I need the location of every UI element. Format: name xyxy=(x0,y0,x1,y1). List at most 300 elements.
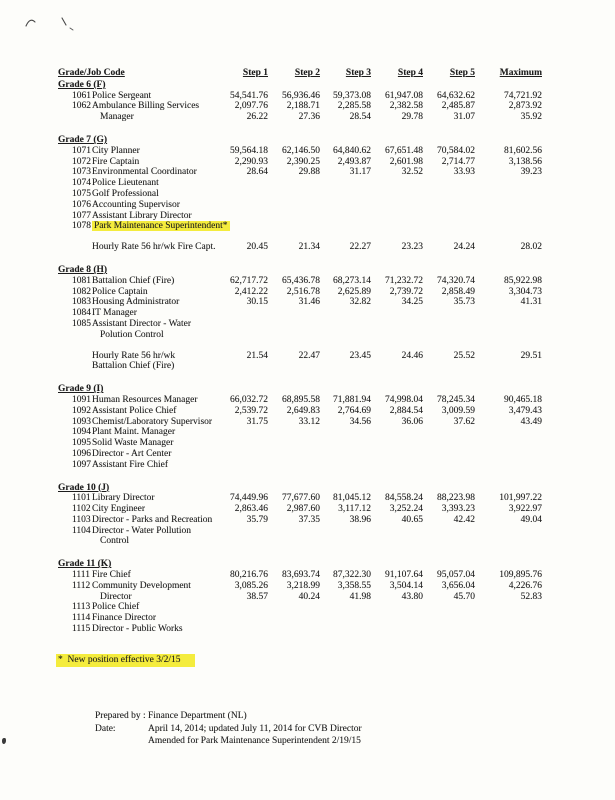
maximum-value: 43.49 xyxy=(520,416,542,427)
step-4-value xyxy=(371,330,423,341)
step-4-value: 3,252.24 xyxy=(389,504,423,515)
step-5-value xyxy=(423,460,475,471)
job-title: Manager xyxy=(100,112,134,123)
step-5-value xyxy=(423,200,475,211)
table-row xyxy=(58,276,542,287)
grade-title xyxy=(58,265,542,276)
step-5-value: 95,057.04 xyxy=(437,570,475,581)
step-2-value xyxy=(268,178,320,189)
step-2-value: 56,936.46 xyxy=(282,90,320,101)
step-2-value xyxy=(268,460,320,471)
step-5-value xyxy=(423,438,475,449)
step-5-value: 25.52 xyxy=(453,350,475,361)
grade-title-text: Grade 7 (G) xyxy=(58,134,108,145)
step-4-value xyxy=(371,308,423,319)
step-4-value: 34.25 xyxy=(401,297,423,308)
job-code: 1085 xyxy=(72,318,91,329)
job-title: Director - Water Pollution xyxy=(92,525,192,536)
step-5-value: 42.42 xyxy=(453,514,475,525)
job-title: Police Lieutenant xyxy=(92,178,159,189)
maximum-value: 41.31 xyxy=(520,297,542,308)
step-2-value: 77,677.60 xyxy=(282,493,320,504)
step-4-value xyxy=(371,178,423,189)
table-row xyxy=(58,167,542,178)
grade-title-text: Grade 6 (F) xyxy=(58,79,106,90)
step-4-value: 36.06 xyxy=(401,416,423,427)
step-4-value xyxy=(371,427,423,438)
table-row xyxy=(58,221,542,232)
maximum-value xyxy=(475,361,542,372)
job-title: Battalion Chief (Fire) xyxy=(92,275,175,286)
step-2-value: 83,693.74 xyxy=(282,570,320,581)
step-2-value xyxy=(268,536,320,547)
step-3-value: 32.82 xyxy=(349,297,371,308)
step-3-value xyxy=(320,526,371,537)
step-2-value: 22.47 xyxy=(298,350,320,361)
table-row xyxy=(58,427,542,438)
step-2-value xyxy=(268,189,320,200)
step-3-value: 23.45 xyxy=(349,350,371,361)
step-5-value xyxy=(423,613,475,624)
job-title xyxy=(92,221,228,232)
job-code: 1093 xyxy=(72,416,91,427)
step-4-value: 29.78 xyxy=(401,112,423,123)
job-code: 1101 xyxy=(72,493,91,504)
step-2-value xyxy=(268,427,320,438)
step-5-value: 70,584.02 xyxy=(437,145,475,156)
table-row xyxy=(58,602,542,613)
step-5-value xyxy=(423,449,475,460)
table-row xyxy=(58,438,542,449)
table-row xyxy=(58,297,542,308)
step-4-value xyxy=(371,211,423,222)
step-3-value xyxy=(320,602,371,613)
step-5-value: 2,485.87 xyxy=(441,101,475,112)
step-3-value: 87,322.30 xyxy=(333,570,371,581)
step-1-value: 20.45 xyxy=(246,242,268,253)
step-3-value xyxy=(320,200,371,211)
job-title: Director - Parks and Recreation xyxy=(92,514,213,525)
step-1-value: 21.54 xyxy=(246,350,268,361)
step-3-value: 68,273.14 xyxy=(333,275,371,286)
maximum-value xyxy=(475,613,542,624)
table-row xyxy=(58,157,542,168)
job-code xyxy=(58,536,92,547)
step-5-value xyxy=(423,308,475,319)
step-2-value: 2,390.25 xyxy=(286,156,320,167)
grade-title-text: Grade 8 (H) xyxy=(58,264,108,275)
step-4-value: 3,504.14 xyxy=(389,580,423,591)
job-title: Ambulance Billing Services xyxy=(92,101,200,112)
step-1-value xyxy=(212,624,268,635)
step-4-value xyxy=(371,460,423,471)
grade-title-text: Grade 10 (J) xyxy=(58,482,110,493)
table-row xyxy=(58,581,542,592)
step-4-value: 2,382.58 xyxy=(389,101,423,112)
step-5-value xyxy=(423,178,475,189)
step-3-value: 22.27 xyxy=(349,242,371,253)
job-title: Hourly Rate 56 hr/wk xyxy=(92,350,176,361)
job-title: Community Development xyxy=(92,580,191,591)
job-code: 1081 xyxy=(72,275,91,286)
step-5-value xyxy=(423,319,475,330)
grade-section xyxy=(58,265,542,372)
job-title: Fire Captain xyxy=(92,156,140,167)
job-title: Human Resources Manager xyxy=(92,394,198,405)
step-3-value: 2,764.69 xyxy=(337,405,371,416)
job-code: 1084 xyxy=(72,308,91,319)
maximum-value xyxy=(475,449,542,460)
step-2-value: 2,516.78 xyxy=(286,286,320,297)
step-2-value: 27.36 xyxy=(298,112,320,123)
salary-schedule-table xyxy=(58,68,542,635)
step-2-value: 2,987.60 xyxy=(286,504,320,515)
maximum-value xyxy=(475,624,542,635)
step-4-value: 24.46 xyxy=(401,350,423,361)
table-row xyxy=(58,308,542,319)
maximum-value: 39.23 xyxy=(520,167,542,178)
step-5-value: 35.73 xyxy=(453,297,475,308)
job-code: 1097 xyxy=(72,459,91,470)
step-5-value: 33.93 xyxy=(453,167,475,178)
step-5-value: 37.62 xyxy=(453,416,475,427)
maximum-value: 2,873.92 xyxy=(508,101,542,112)
maximum-value: 90,465.18 xyxy=(504,394,542,405)
date-row xyxy=(95,723,362,736)
step-1-value: 59,564.18 xyxy=(230,145,268,156)
step-3-value xyxy=(320,460,371,471)
step-2-value xyxy=(268,330,320,341)
job-title: Finance Director xyxy=(92,613,157,624)
step-1-value xyxy=(212,526,268,537)
step-4-value xyxy=(371,361,423,372)
table-row xyxy=(58,536,542,547)
table-row xyxy=(58,449,542,460)
job-code: 1082 xyxy=(72,286,91,297)
step-3-value xyxy=(320,211,371,222)
step-3-value xyxy=(320,308,371,319)
table-row xyxy=(58,189,542,200)
job-code: 1061 xyxy=(72,90,91,101)
step-1-value: 31.75 xyxy=(246,416,268,427)
step-4-value xyxy=(371,200,423,211)
job-title: Director - Art Center xyxy=(92,448,172,459)
step-2-value: 3,218.99 xyxy=(286,580,320,591)
step-3-value: 3,358.55 xyxy=(337,580,371,591)
step-3-value: 2,493.87 xyxy=(337,156,371,167)
step-4-value xyxy=(371,189,423,200)
step-3-value: 41.98 xyxy=(349,591,371,602)
maximum-value xyxy=(475,189,542,200)
maximum-value xyxy=(475,319,542,330)
maximum-value xyxy=(475,211,542,222)
step-3-value: 31.17 xyxy=(349,167,371,178)
step-1-value xyxy=(212,449,268,460)
prepared-by-row xyxy=(95,710,362,723)
job-code: 1091 xyxy=(72,394,91,405)
step-2-value: 40.24 xyxy=(298,591,320,602)
step-5-value: 2,858.49 xyxy=(441,286,475,297)
step-1-value: 28.64 xyxy=(246,167,268,178)
table-row xyxy=(58,417,542,428)
job-code: 1113 xyxy=(72,602,91,613)
maximum-value xyxy=(475,427,542,438)
step-2-value: 31.46 xyxy=(298,297,320,308)
step-4-value: 84,558.24 xyxy=(385,493,423,504)
job-title: Director xyxy=(100,591,132,602)
step-2-value xyxy=(268,221,320,232)
step-4-value: 32.52 xyxy=(401,167,423,178)
amended-note: Amended for Park Maintenance Superintendent 2/19/15 xyxy=(148,736,361,746)
maximum-value: 3,922.97 xyxy=(508,504,542,515)
prepared-by-label: Prepared by : xyxy=(95,711,146,721)
step-3-value xyxy=(320,178,371,189)
step-1-value xyxy=(212,602,268,613)
step-2-value: 33.12 xyxy=(298,416,320,427)
step-1-value xyxy=(212,178,268,189)
maximum-value xyxy=(475,536,542,547)
maximum-value: 52.83 xyxy=(520,591,542,602)
step-1-value: 3,085.26 xyxy=(234,580,268,591)
table-row xyxy=(58,570,542,581)
step-3-value xyxy=(320,189,371,200)
column-header-maximum: Maximum xyxy=(499,68,542,78)
highlighted-job-title: Park Maintenance Superintendent* xyxy=(94,221,228,232)
step-3-value xyxy=(320,613,371,624)
job-code: 1104 xyxy=(72,525,91,536)
job-code xyxy=(58,351,92,362)
job-title: Police Captain xyxy=(92,286,148,297)
step-1-value xyxy=(212,319,268,330)
job-code: 1071 xyxy=(72,145,91,156)
maximum-value xyxy=(475,308,542,319)
column-header-step-1: Step 1 xyxy=(242,68,268,78)
maximum-value xyxy=(475,602,542,613)
step-4-value: 74,998.04 xyxy=(385,394,423,405)
step-5-value xyxy=(423,624,475,635)
step-4-value: 61,947.08 xyxy=(385,90,423,101)
maximum-value xyxy=(475,200,542,211)
maximum-value: 35.92 xyxy=(520,112,542,123)
step-5-value: 78,245.34 xyxy=(437,394,475,405)
step-5-value: 64,632.62 xyxy=(437,90,475,101)
maximum-value xyxy=(475,178,542,189)
column-header-step-5: Step 5 xyxy=(449,68,475,78)
step-5-value xyxy=(423,526,475,537)
table-row xyxy=(58,624,542,635)
table-body xyxy=(58,80,542,635)
job-code: 1092 xyxy=(72,405,91,416)
maximum-value xyxy=(475,460,542,471)
step-5-value xyxy=(423,211,475,222)
table-row xyxy=(58,504,542,515)
step-3-value xyxy=(320,624,371,635)
step-5-value: 24.24 xyxy=(453,242,475,253)
step-1-value xyxy=(212,536,268,547)
step-4-value: 67,651.48 xyxy=(385,145,423,156)
column-header-grade-job-code: Grade/Job Code xyxy=(58,68,125,78)
prepared-by-value: Finance Department (NL) xyxy=(148,711,247,721)
grade-section xyxy=(58,559,542,635)
step-3-value: 3,117.12 xyxy=(338,504,371,515)
table-row xyxy=(58,515,542,526)
step-4-value: 2,601.98 xyxy=(389,156,423,167)
step-3-value: 64,840.62 xyxy=(333,145,371,156)
amended-row xyxy=(95,735,362,748)
job-code: 1076 xyxy=(72,199,91,210)
step-3-value: 2,285.58 xyxy=(337,101,371,112)
step-3-value xyxy=(320,427,371,438)
maximum-value: 3,138.56 xyxy=(508,156,542,167)
step-2-value xyxy=(268,602,320,613)
step-3-value xyxy=(320,330,371,341)
step-4-value xyxy=(371,536,423,547)
step-4-value xyxy=(371,449,423,460)
step-2-value xyxy=(268,319,320,330)
step-1-value xyxy=(212,308,268,319)
maximum-value: 49.04 xyxy=(520,514,542,525)
table-row xyxy=(58,406,542,417)
step-1-value xyxy=(212,211,268,222)
grade-title-text: Grade 11 (K) xyxy=(58,559,112,570)
column-header-step-3: Step 3 xyxy=(345,68,371,78)
grade-title xyxy=(58,559,542,570)
step-2-value: 62,146.50 xyxy=(282,145,320,156)
step-4-value xyxy=(371,526,423,537)
job-title: Fire Chief xyxy=(92,570,131,581)
step-2-value xyxy=(268,438,320,449)
step-1-value: 2,863.46 xyxy=(234,504,268,515)
job-code: 1075 xyxy=(72,188,91,199)
step-5-value: 3,656.04 xyxy=(441,580,475,591)
step-4-value: 2,884.54 xyxy=(389,405,423,416)
step-4-value xyxy=(371,438,423,449)
step-3-value: 34.56 xyxy=(349,416,371,427)
job-code: 1095 xyxy=(72,438,91,449)
table-row xyxy=(58,211,542,222)
hourly-rate-row xyxy=(58,242,542,253)
step-5-value: 2,714.77 xyxy=(441,156,475,167)
job-code: 1112 xyxy=(72,580,91,591)
maximum-value xyxy=(475,330,542,341)
table-row xyxy=(58,319,542,330)
step-4-value xyxy=(371,613,423,624)
step-2-value xyxy=(268,211,320,222)
step-2-value: 65,436.78 xyxy=(282,275,320,286)
job-code: 1074 xyxy=(72,178,91,189)
job-title: City Planner xyxy=(92,145,140,156)
step-4-value: 2,739.72 xyxy=(389,286,423,297)
step-5-value xyxy=(423,189,475,200)
step-2-value xyxy=(268,200,320,211)
table-row xyxy=(58,395,542,406)
step-1-value: 2,539.72 xyxy=(234,405,268,416)
step-5-value xyxy=(423,536,475,547)
amended-indent xyxy=(95,735,148,748)
maximum-value: 29.51 xyxy=(520,350,542,361)
job-code: 1073 xyxy=(72,167,91,178)
job-code xyxy=(58,361,92,372)
grade-title-text: Grade 9 (I) xyxy=(58,384,104,395)
step-1-value: 2,097.76 xyxy=(234,101,268,112)
table-row xyxy=(58,460,542,471)
table-row xyxy=(58,91,542,102)
step-1-value: 38.57 xyxy=(246,591,268,602)
step-1-value: 2,290.93 xyxy=(234,156,268,167)
step-2-value: 68,895.58 xyxy=(282,394,320,405)
step-3-value: 28.54 xyxy=(349,112,371,123)
step-1-value: 54,541.76 xyxy=(230,90,268,101)
job-title: Chemist/Laboratory Supervisor xyxy=(92,416,213,427)
job-title: Assistant Library Director xyxy=(92,210,192,221)
step-2-value xyxy=(268,449,320,460)
table-row xyxy=(58,146,542,157)
job-title: Battalion Chief (Fire) xyxy=(92,361,175,372)
grade-title xyxy=(58,483,542,494)
job-code: 1115 xyxy=(72,624,91,635)
step-1-value xyxy=(212,460,268,471)
maximum-value: 3,304.73 xyxy=(508,286,542,297)
table-row xyxy=(58,526,542,537)
maximum-value xyxy=(475,526,542,537)
grade-section xyxy=(58,80,542,123)
grade-section xyxy=(58,135,542,253)
step-1-value: 66,032.72 xyxy=(230,394,268,405)
job-code: 1077 xyxy=(72,210,91,221)
grade-title xyxy=(58,135,542,146)
job-title: Solid Waste Manager xyxy=(92,438,174,449)
maximum-value: 85,922.98 xyxy=(504,275,542,286)
footnote: * New position effective 3/2/15 xyxy=(56,654,195,667)
step-4-value xyxy=(371,624,423,635)
step-3-value: 59,373.08 xyxy=(333,90,371,101)
step-2-value: 29.88 xyxy=(298,167,320,178)
step-1-value: 62,717.72 xyxy=(230,275,268,286)
footnote-row xyxy=(56,655,195,665)
step-2-value xyxy=(268,308,320,319)
job-code xyxy=(58,592,92,603)
job-code: 1111 xyxy=(72,570,90,581)
step-1-value xyxy=(212,189,268,200)
step-2-value: 2,649.83 xyxy=(286,405,320,416)
hourly-rate-row xyxy=(58,351,542,362)
step-3-value: 2,625.89 xyxy=(337,286,371,297)
step-2-value: 37.35 xyxy=(298,514,320,525)
step-2-value xyxy=(268,526,320,537)
step-5-value xyxy=(423,427,475,438)
step-1-value: 80,216.76 xyxy=(230,570,268,581)
step-4-value: 71,232.72 xyxy=(385,275,423,286)
job-code xyxy=(58,242,92,253)
job-title: Director - Public Works xyxy=(92,624,183,635)
job-code: 1078 xyxy=(72,221,91,232)
step-1-value xyxy=(212,330,268,341)
step-2-value: 21.34 xyxy=(298,242,320,253)
job-code: 1062 xyxy=(72,101,91,112)
job-code: 1096 xyxy=(72,448,91,459)
step-1-value xyxy=(212,438,268,449)
step-1-value: 74,449.96 xyxy=(230,493,268,504)
step-1-value: 2,412.22 xyxy=(234,286,268,297)
maximum-value: 28.02 xyxy=(520,242,542,253)
maximum-value xyxy=(475,221,542,232)
table-row xyxy=(58,101,542,112)
grade-section xyxy=(58,384,542,470)
step-1-value xyxy=(212,427,268,438)
job-code: 1072 xyxy=(72,156,91,167)
step-5-value xyxy=(423,361,475,372)
table-row xyxy=(58,330,542,341)
